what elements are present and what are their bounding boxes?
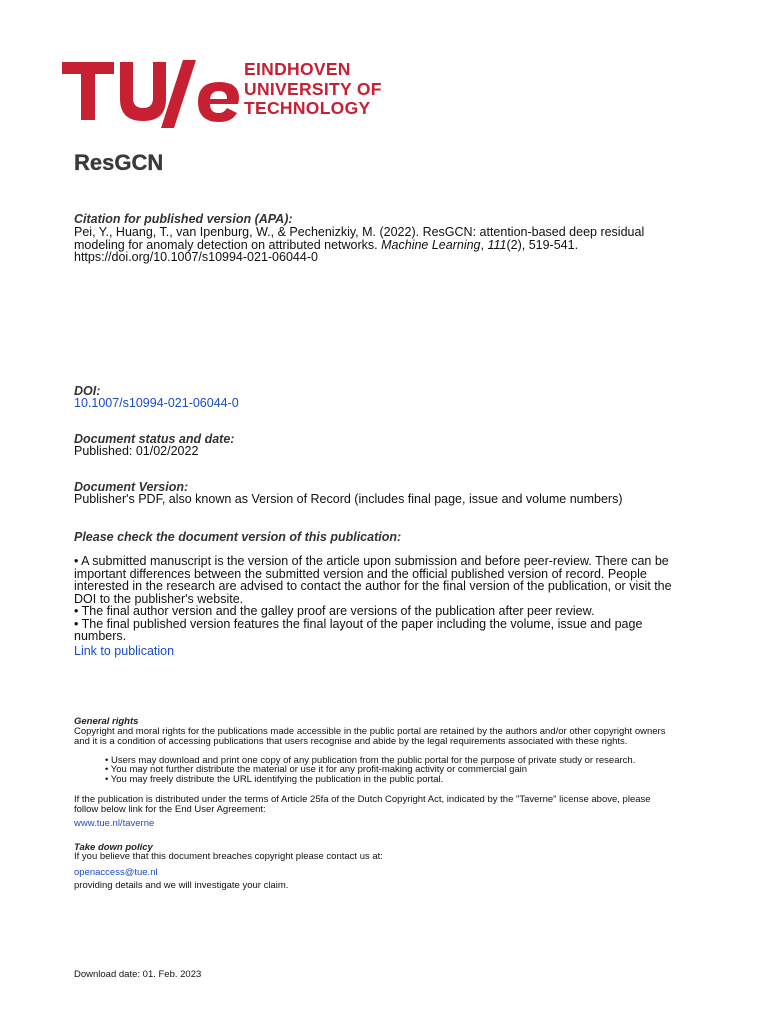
status-heading: Document status and date: bbox=[74, 432, 235, 446]
tue-logo bbox=[62, 58, 392, 128]
rights-bullet: • Users may download and print one copy of any publication from the public portal for the purpose of private study or research. bbox=[105, 755, 636, 766]
takedown-closing: providing details and we will investigate your claim. bbox=[74, 880, 289, 891]
version-heading: Document Version: bbox=[74, 480, 189, 494]
taverne-line: If the publication is distributed under the terms of Article 25fa of the Dutch Copyright Act, indicated by the "Taverne" license above, please bbox=[74, 794, 651, 805]
doi-link[interactable]: 10.1007/s10994-021-06044-0 bbox=[74, 396, 239, 410]
rights-heading: General rights bbox=[74, 716, 139, 727]
takedown-heading: Take down policy bbox=[74, 842, 153, 853]
rights-bullets bbox=[105, 756, 635, 784]
check-line: important differences between the submitted version and the official published version of record. People bbox=[74, 566, 647, 581]
citation-url: https://doi.org/10.1007/s10994-021-06044-0 bbox=[74, 250, 318, 264]
university-name-line: TECHNOLOGY bbox=[244, 98, 371, 118]
citation-separator: , bbox=[480, 237, 488, 252]
document-title: ResGCN bbox=[74, 150, 164, 175]
doi-heading: DOI: bbox=[74, 384, 101, 398]
rights-line: Copyright and moral rights for the publications made accessible in the public portal are retained by the authors and/or other copyright owners bbox=[74, 726, 666, 737]
check-line: • The final published version features the final layout of the paper including the volume, issue and page bbox=[74, 616, 643, 631]
citation-segment: modeling for anomaly detection on attributed networks. bbox=[74, 237, 382, 252]
publication-link[interactable]: Link to publication bbox=[74, 644, 175, 658]
rights-text bbox=[74, 727, 734, 747]
citation-journal: Machine Learning bbox=[381, 237, 481, 252]
rights-bullet: • You may freely distribute the URL identifying the publication in the public portal. bbox=[105, 773, 444, 785]
check-text bbox=[74, 555, 694, 643]
citation-heading: Citation for published version (APA): bbox=[74, 212, 293, 226]
citation-volume: 111 bbox=[487, 237, 507, 252]
check-line: • A submitted manuscript is the version of the article upon submission and before peer-review. There can be bbox=[74, 554, 669, 568]
rights-line: and it is a condition of accessing publications that users recognise and abide by the legal requirements associated with these rights. bbox=[74, 735, 628, 747]
taverne-line: follow below link for the End User Agreement: bbox=[74, 803, 266, 815]
openaccess-email-link[interactable]: openaccess@tue.nl bbox=[74, 867, 158, 878]
taverne-link[interactable]: www.tue.nl/taverne bbox=[74, 818, 155, 829]
check-heading: Please check the document version of this publication: bbox=[74, 530, 402, 544]
tue-logo-mark bbox=[62, 58, 242, 128]
status-value: Published: 01/02/2022 bbox=[74, 444, 199, 458]
rights-bullet: • You may not further distribute the material or use it for any profit-making activity or commercial gain bbox=[105, 764, 528, 776]
university-name-line: UNIVERSITY OF bbox=[244, 78, 382, 99]
check-line: DOI to the publisher's website. bbox=[74, 591, 244, 606]
taverne-text bbox=[74, 795, 734, 815]
citation-segment: (2), 519-541. bbox=[506, 237, 579, 252]
version-value: Publisher's PDF, also known as Version of Record (includes final page, issue and volume numbers) bbox=[74, 492, 623, 506]
university-name bbox=[244, 60, 382, 119]
check-line: • The final author version and the galley proof are versions of the publication after peer review. bbox=[74, 604, 595, 618]
check-line: interested in the research are advised to contact the author for the final version of the publication, or visit the bbox=[74, 579, 672, 593]
download-date: Download date: 01. Feb. 2023 bbox=[74, 969, 202, 980]
citation-text bbox=[74, 226, 644, 264]
university-name-line: EINDHOVEN bbox=[244, 59, 351, 79]
check-line: numbers. bbox=[74, 629, 127, 643]
citation-line: Pei, Y., Huang, T., van Ipenburg, W., & Pechenizkiy, M. (2022). ResGCN: attention-based deep residual bbox=[74, 225, 645, 239]
takedown-text: If you believe that this document breaches copyright please contact us at: bbox=[74, 851, 383, 862]
